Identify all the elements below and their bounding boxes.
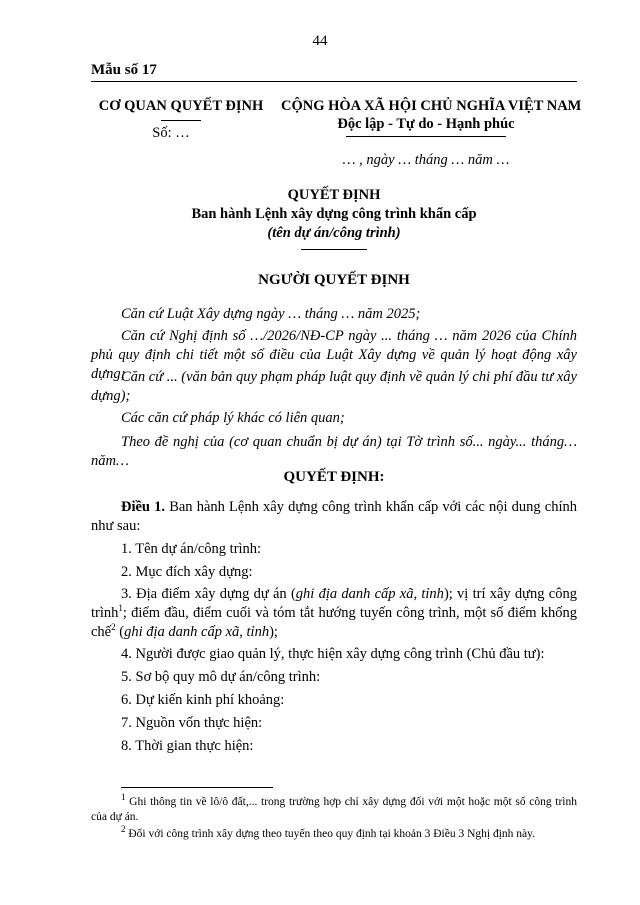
article-1	[91, 498, 577, 536]
document-number: Số: …	[152, 125, 190, 141]
list-item-text: ; điểm đầu, điểm cuối và tóm tắt hướng tuyến công trình, một số điểm khống chế	[91, 605, 577, 640]
legal-ground: Các căn cứ pháp lý khác có liên quan;	[121, 410, 345, 426]
list-item: 1. Tên dự án/công trình:	[121, 541, 262, 557]
date-line: … , ngày … tháng … năm …	[342, 152, 510, 168]
nation-name: CỘNG HÒA XÃ HỘI CHỦ NGHĨA VIỆT NAM	[281, 98, 582, 114]
footnote-mark: 2	[121, 824, 126, 835]
footnote-text: Đối với công trình xây dựng theo tuyến theo quy định tại khoản 3 Điều 3 Nghị định này.	[125, 828, 536, 840]
org-name: CƠ QUAN QUYẾT ĐỊNH	[98, 98, 264, 114]
legal-ground: Căn cứ Nghị định số …/2026/NĐ-CP ngày ... tháng … năm 2026 của Chính phủ quy định chi tiết một số điều của Luật Xây dựng về quản lý hoạt động xây dựng;	[91, 328, 577, 382]
footnote-divider	[121, 787, 273, 788]
list-item-text: 3. Địa điểm xây dựng dự án (	[121, 586, 296, 602]
org-underline	[161, 120, 201, 121]
list-item-text: (	[115, 624, 125, 640]
list-item: 5. Sơ bộ quy mô dự án/công trình:	[121, 669, 321, 685]
decide-heading: QUYẾT ĐỊNH:	[283, 469, 385, 485]
footnote-ref-1[interactable]: 1	[118, 603, 123, 614]
legal-ground: Căn cứ ... (văn bản quy phạm pháp luật quy định về quản lý chi phí đầu tư xây dựng);	[91, 369, 577, 404]
footnote-2	[91, 824, 577, 842]
form-label: Mẫu số 17	[91, 62, 157, 78]
footnote-text: Ghi thông tin về lô/ô đất,... trong trường hợp chỉ xây dựng đối với một hoặc một số công trình của dự án.	[91, 796, 577, 823]
decider-heading: NGƯỜI QUYẾT ĐỊNH	[258, 272, 410, 288]
footnote-1	[91, 792, 577, 825]
article-1-label: Điều 1.	[121, 499, 166, 515]
article-1-text: Ban hành Lệnh xây dựng công trình khẩn cấp với các nội dung chính như sau:	[91, 499, 578, 534]
list-item: 2. Mục đích xây dựng:	[121, 564, 253, 580]
title-underline	[301, 249, 367, 250]
header-divider	[91, 81, 577, 82]
legal-ground: Theo đề nghị của (cơ quan chuẩn bị dự án) tại Tờ trình số... ngày... tháng… năm…	[91, 434, 577, 469]
issuing-authority-block	[91, 98, 271, 142]
page-number: 44	[312, 33, 328, 49]
list-item-text: );	[269, 624, 278, 640]
list-item-text: ); vị trí xây dựng công trình	[91, 586, 577, 621]
decision-subtitle-italic: (tên dự án/công trình)	[267, 225, 401, 241]
footnote-ref-2[interactable]: 2	[111, 622, 116, 633]
motto: Độc lập - Tự do - Hạnh phúc	[337, 116, 515, 132]
list-item: 4. Người được giao quản lý, thực hiện xây dựng công trình (Chủ đầu tư):	[121, 646, 545, 662]
footnote-mark: 1	[121, 792, 126, 803]
decision-subtitle: Ban hành Lệnh xây dựng công trình khẩn cấp	[191, 206, 477, 222]
national-heading-block	[281, 98, 582, 137]
list-item-italic: ghi địa danh cấp xã, tỉnh	[124, 624, 270, 640]
list-item-italic: ghi địa danh cấp xã, tỉnh	[295, 586, 444, 602]
list-item: 6. Dự kiến kinh phí khoảng:	[121, 692, 285, 708]
decision-title-block	[91, 186, 577, 250]
list-item-location	[91, 585, 577, 642]
list-item: 7. Nguồn vốn thực hiện:	[121, 715, 263, 731]
list-item: 8. Thời gian thực hiện:	[121, 738, 254, 754]
decision-title: QUYẾT ĐỊNH	[287, 187, 381, 203]
legal-ground: Căn cứ Luật Xây dựng ngày … tháng … năm 2025;	[121, 306, 421, 322]
motto-underline	[346, 136, 506, 137]
